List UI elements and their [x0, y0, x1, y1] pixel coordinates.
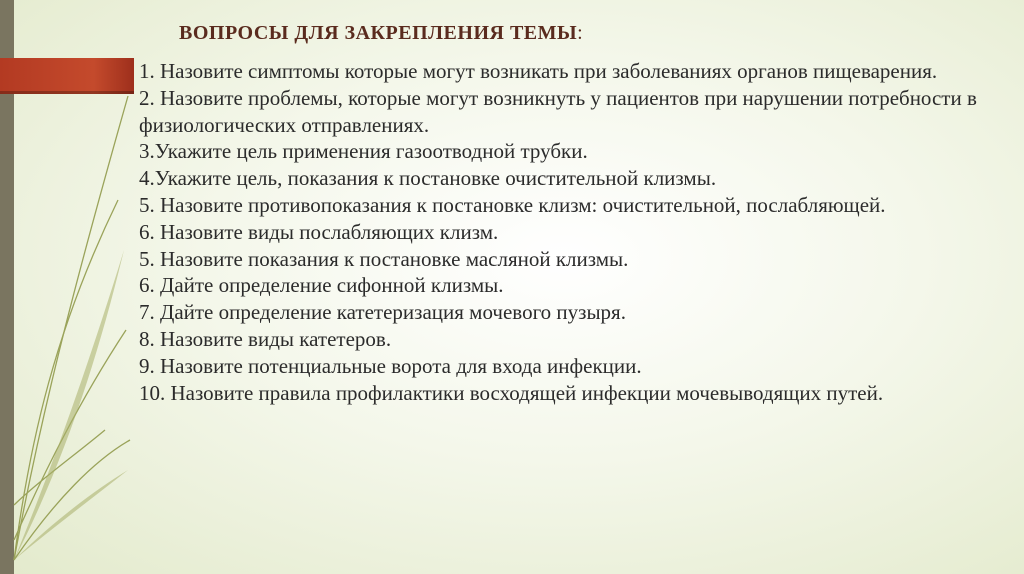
question-item: 8. Назовите виды катетеров.	[139, 326, 392, 351]
accent-bar	[0, 58, 134, 94]
question-item: 6. Дайте определение сифонной клизмы.	[139, 273, 504, 298]
question-item: 7. Дайте определение катетеризация мочевого пузыря.	[139, 300, 626, 325]
question-item: 4.Укажите цель, показания к постановке очистительной клизмы.	[139, 166, 717, 191]
question-item: 2. Назовите проблемы, которые могут возникнуть у пациентов при нарушении потребности в физиологических отправлениях.	[139, 85, 977, 137]
question-item: 3.Укажите цель применения газоотводной трубки.	[139, 139, 588, 164]
question-list	[139, 58, 989, 406]
question-item: 6. Назовите виды послабляющих клизм.	[139, 219, 499, 244]
question-item: 10. Назовите правила профилактики восходящей инфекции мочевыводящих путей.	[139, 380, 884, 405]
question-item: 5. Назовите противопоказания к постановке клизм: очистительной, послабляющей.	[139, 192, 886, 217]
slide-title	[179, 22, 583, 45]
question-item: 1. Назовите симптомы которые могут возникать при заболеваниях органов пищеварения.	[139, 59, 938, 83]
slide-title-colon: :	[577, 22, 584, 44]
question-item: 5. Назовите показания к постановке масляной клизмы.	[139, 246, 629, 271]
question-item: 9. Назовите потенциальные ворота для входа инфекции.	[139, 353, 642, 378]
slide-title-text: ВОПРОСЫ ДЛЯ ЗАКРЕПЛЕНИЯ ТЕМЫ	[179, 22, 578, 44]
